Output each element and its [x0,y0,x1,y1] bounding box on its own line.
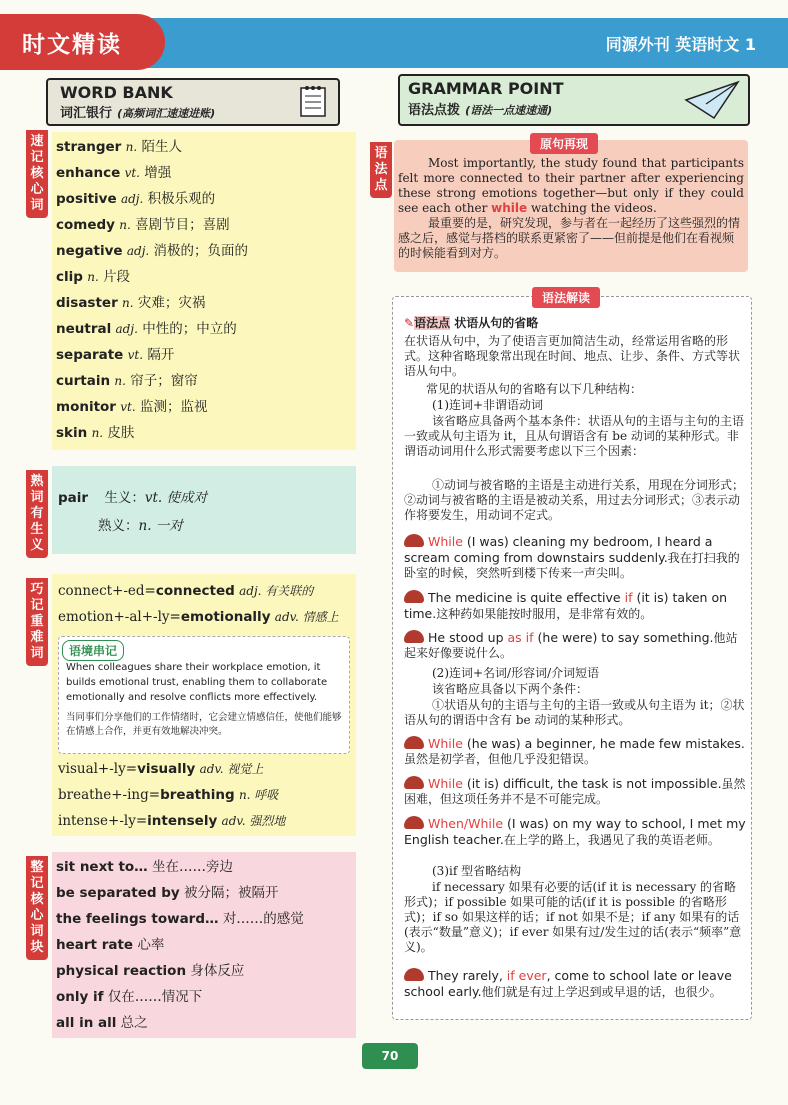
original-en [398,156,744,216]
chunk-phrase: heart rate [56,937,134,953]
tricky-meaning-4: n. 呼吸 [238,788,279,802]
core-word-item [52,238,356,264]
new-meaning-label: 生义： [104,490,145,506]
core-word: monitor [56,399,116,415]
core-word: comedy [56,217,115,233]
example-bullet-icon [404,816,424,829]
old-meaning: n. 一对 [138,518,183,534]
core-word-pos: vt. [120,400,136,414]
tab-core-words: 速记核心词 [26,130,48,218]
chunk-meaning: 心率 [137,937,165,953]
core-word-pos: adj. [126,244,150,258]
example-6-cn: 在上学的路上，我遇见了我的英语老师。 [503,833,720,847]
chunk-phrase: the feelings toward… [56,911,219,927]
para-2: 常见的状语从句的省略有以下几种结构： [426,382,643,396]
original-en-part1: Most importantly, the study found that participants felt more connected to their partner after experiencing these strong emotions together—but only if they could see each other [398,156,744,215]
example-1-cn: 我在打扫我的卧室的时候，突然听到楼下传来一声尖叫。 [404,551,740,580]
tricky-line-4 [54,782,278,808]
chunk-phrase: only if [56,989,104,1005]
chunk-meaning: 身体反应 [190,963,245,979]
example-bullet-icon [404,534,424,547]
header-series-title: 同源外刊 英语时文 1 [605,35,756,54]
tricky-line-1 [54,578,313,604]
core-word: positive [56,191,117,207]
core-word: negative [56,243,123,259]
example-4-en: (he was) a beginner, he made few mistakes. [462,736,745,751]
core-word: skin [56,425,88,441]
core-word-meaning: 喜剧节目；喜剧 [135,217,230,233]
para-3: 该省略应具备两个基本条件：状语从句的主语与主句的主语一致或从句主语为 it，且从句谓语含有 be 动词的某种形式。非谓语动词用什么形式需要考虑以下三个因素： [404,414,745,458]
core-word-item [52,290,356,316]
core-word-pos: n. [114,374,126,388]
example-2 [404,590,746,622]
core-word-pos: adj. [120,192,144,206]
grammar-point-cn: 语法点拨 [408,103,461,118]
tricky-meaning-1: adj. 有关联的 [239,584,314,598]
tricky-word-4: breathing [160,787,235,803]
core-word-item [52,212,356,238]
core-word-pos: vt. [127,348,144,362]
tricky-word-3: visually [137,761,196,777]
example-bullet-icon [404,590,424,603]
subhead-3: (3)if 型省略结构 [432,864,522,878]
old-meaning-label: 熟义： [98,518,139,534]
chunk-item [52,906,356,932]
example-3-hl: as if [507,630,534,645]
core-word-item [52,394,356,420]
core-word: enhance [56,165,121,181]
tab-familiar: 熟词有生义 [26,470,48,558]
core-word-item [52,160,356,186]
example-4-hl: While [428,736,463,751]
example-3 [404,630,746,661]
core-word-item [52,264,356,290]
example-2-hl: if [624,590,633,605]
example-2-en-b: (it is) taken on time. [404,590,728,621]
core-word: disaster [56,295,118,311]
grammar-point-banner [398,74,750,126]
example-7-hl: if ever [506,968,547,983]
core-word: clip [56,269,83,285]
tricky-line-2 [54,604,339,630]
core-word-item [52,368,356,394]
chunks-section [52,852,356,1038]
original-label: 原句再现 [530,133,598,154]
core-word-pos: adj. [115,322,138,336]
tricky-meaning-3: adv. 视觉上 [199,762,264,776]
example-6-en: (I was) on my way to school, I met my English teacher. [404,816,746,847]
core-word-meaning: 隔开 [147,347,175,363]
core-word-meaning: 灾难；灾祸 [137,295,206,311]
example-3-en-a: He stood up [428,630,508,645]
chunk-meaning: 对……的感觉 [222,911,304,927]
core-word-meaning: 陌生人 [141,139,182,155]
core-word-meaning: 片段 [103,269,131,285]
example-bullet-icon [404,630,424,643]
example-5-hl: While [428,776,463,791]
example-6 [404,816,746,848]
example-4 [404,736,746,767]
core-word-meaning: 消极的；负面的 [153,243,249,259]
tricky-word-1: connected [155,583,235,599]
example-5-en: (it is) difficult, the task is not impossible. [462,776,722,791]
example-1-hl: While [428,534,463,549]
grammar-point-title: GRAMMAR POINT [408,79,564,98]
original-cn: 最重要的是，研究发现，参与者在一起经历了这些强烈的情感之后，感觉与搭档的联系更紧密了——但前提是他们在看视频的时候能看到对方。 [398,216,741,260]
tricky-root-5: intense+-ly= [58,813,148,829]
example-bullet-icon [404,776,424,789]
chunk-item [52,958,356,984]
grammar-point-heading [404,316,746,331]
tab-tricky: 巧记重难词 [26,578,48,666]
chunk-item [52,880,356,906]
core-word-pos: n. [125,140,138,154]
grammar-point-sub: (语法一点速速通) [465,104,553,117]
para-5: 该省略应具备以下两个条件： [432,682,589,696]
example-3-cn: 他站起来好像要说什么。 [404,631,738,660]
tricky-line-5 [54,808,285,834]
chunk-phrase: sit next to… [56,859,148,875]
subhead-1: (1)连词+非谓语动词 [432,398,544,412]
section-title: 时文精读 [22,32,122,58]
familiar-words-section [52,466,356,554]
word-bank-cn: 词汇银行 [60,106,113,121]
example-bullet-icon [404,968,424,981]
para-1: 在状语从句中，为了使语言更加简洁生动，经常运用省略的形式。这种省略现象常出现在时间、地点、让步、条件、方式等状语从句中。 [404,334,741,378]
word-bank-title: WORD BANK [60,83,173,102]
word-bank-banner [46,78,340,126]
core-word-item [52,342,356,368]
pencil-icon: ✎ [404,316,415,330]
example-3-en-b: (he were) to say something. [533,630,714,645]
core-word: curtain [56,373,111,389]
core-word-meaning: 积极乐观的 [147,191,216,207]
core-word-item [52,134,356,160]
example-5 [404,776,746,807]
example-1-en: (I was) cleaning my bedroom, I heard a scream coming from downstairs suddenly. [404,534,713,565]
original-en-part2: watching the videos. [527,201,657,215]
tab-grammar: 语法点 [370,142,392,198]
core-word-item [52,186,356,212]
chunk-meaning: 总之 [120,1015,148,1031]
core-word-pos: vt. [124,166,140,180]
context-story-en: When colleagues share their workplace emotion, it builds emotional trust, enabling them to collaborate emotionally and resolve conflicts more effectively. [66,662,328,703]
core-word: separate [56,347,124,363]
chunk-item [52,1010,356,1036]
page-number: 70 [362,1043,418,1069]
analysis-label: 语法解读 [532,287,600,308]
example-1 [404,534,746,581]
word-bank-sub: (高频词汇速速进账) [117,107,216,120]
example-6-hl: When/While [428,816,504,831]
context-story-tag: 语境串记 [62,640,124,661]
subhead-2: (2)连词+名词/形容词/介词短语 [432,666,600,680]
paper-plane-icon [684,78,740,120]
core-word-meaning: 监测；监视 [139,399,208,415]
core-word-item [52,316,356,342]
core-word-meaning: 帘子；窗帘 [130,373,198,389]
tricky-word-2: emotionally [180,609,271,625]
core-word-item [52,420,356,446]
chunk-meaning: 仅在……情况下 [107,989,203,1005]
core-words-section [52,132,356,450]
core-word-meaning: 皮肤 [107,425,135,441]
tricky-word-5: intensely [147,813,218,829]
para-7: if necessary 如果有必要的话(if it is necessary 的省略形式)；if possible 如果可能的话(if it is possible 的省略形式)；if so 如果这样的话；if not 如果不是；if any 如果有的话(表示“数量”意义)；if ever 如果有过/发生过的话(表示“频率”意义)。 [404,880,742,954]
chunk-phrase: all in all [56,1015,117,1031]
example-7-cn: 他们就是有过上学迟到或早退的话，也很少。 [481,985,722,999]
tab-chunks: 整记核心词块 [26,856,48,960]
core-word: stranger [56,139,122,155]
chunk-meaning: 坐在……旁边 [151,859,233,875]
familiar-word: pair [58,490,89,506]
notepad-icon [298,84,330,118]
new-meaning: vt. 使成对 [144,490,207,506]
chunk-item [52,932,356,958]
tricky-root-1: connect+-ed= [58,583,156,599]
core-word-pos: n. [119,218,131,232]
core-word: neutral [56,321,112,337]
original-highlight: while [491,201,528,215]
para-4: ①动词与被省略的主语是主动进行关系，用现在分词形式；②动词与被省略的主语是被动关系，用过去分词形式；③表示动作将要发生，用动词不定式。 [404,478,745,522]
tricky-root-3: visual+-ly= [58,761,138,777]
chunk-item [52,854,356,880]
tricky-root-4: breathe+-ing= [58,787,161,803]
chunk-meaning: 被分隔；被隔开 [184,885,279,901]
chunk-item [52,984,356,1010]
chunk-phrase: physical reaction [56,963,187,979]
tricky-meaning-2: adv. 情感上 [274,610,339,624]
core-word-pos: n. [91,426,104,440]
example-4-cn: 虽然是初学者，但他几乎没犯错误。 [404,752,597,766]
chunk-phrase: be separated by [56,885,180,901]
para-6: ①状语从句的主语与主句的主语一致或从句主语为 it；②状语从句的谓语中含有 be 动词的某种形式。 [404,698,745,727]
tricky-meaning-5: adv. 强烈地 [221,814,286,828]
example-5-cn: 虽然困难，但这项任务并不是不可能完成。 [404,777,746,806]
core-word-meaning: 增强 [144,165,172,181]
point-title: 状语从句的省略 [454,316,539,330]
example-7 [404,968,746,1000]
context-story-cn: 当同事们分享他们的工作情绪时，它会建立情感信任，使他们能够在情感上合作，并更有效地解决冲突。 [66,712,342,737]
point-tag: 语法点 [414,316,451,330]
tricky-line-3 [54,756,263,782]
core-word-pos: n. [87,270,99,284]
example-2-en-a: The medicine is quite effective [428,590,625,605]
core-word-meaning: 中性的；中立的 [142,321,237,337]
example-7-en-b: , come to school late or leave school early. [404,968,732,999]
example-bullet-icon [404,736,424,749]
tricky-root-2: emotion+-al+-ly= [58,609,181,625]
example-2-cn: 这种药如果能按时服用，是非常有效的。 [436,607,653,621]
example-7-en-a: They rarely, [428,968,507,983]
core-word-pos: n. [122,296,134,310]
